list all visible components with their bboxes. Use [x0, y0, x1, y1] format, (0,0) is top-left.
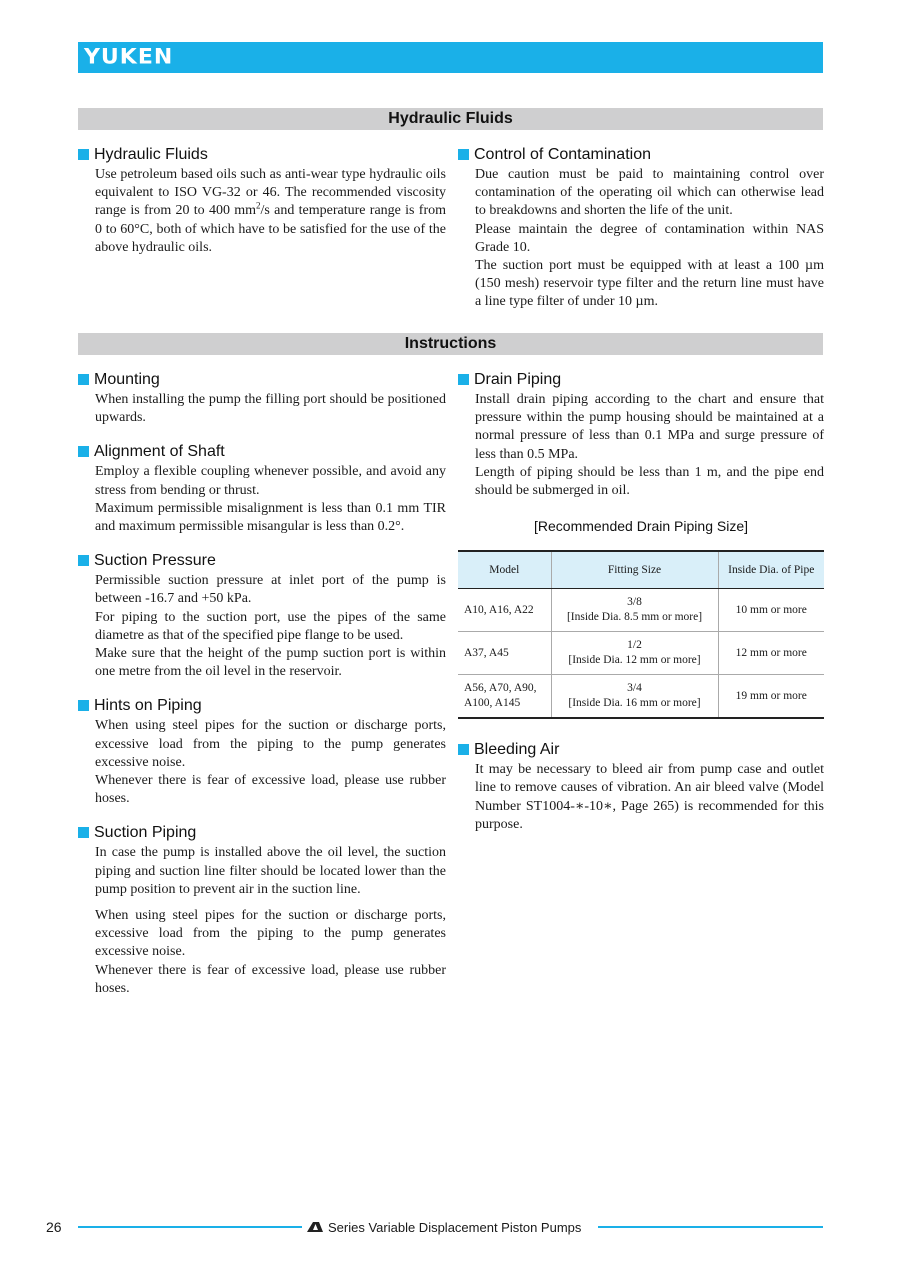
block-title: Suction Piping — [78, 824, 446, 842]
paragraph: Maximum permissible misalignment is less than 0.1 mm TIR and maximum permissible misangular is less than 0.2°. — [95, 500, 446, 535]
bullet-square-icon — [78, 555, 89, 566]
bullet-square-icon — [78, 374, 89, 385]
cell-fitting-size: 3/4 [Inside Dia. 16 mm or more] — [551, 675, 718, 719]
paragraph: In case the pump is installed above the oil level, the suction piping and suction line filter should be located lower than the pump position to prevent air in the suction line. — [95, 845, 446, 897]
block-title: Drain Piping — [458, 371, 824, 389]
paragraph: Make sure that the height of the pump suction port is within one metre from the oil level in the reservoir. — [95, 646, 446, 680]
paragraph: Due caution must be paid to maintaining control over contamination of the operating oil which can otherwise lead to breakdowns and shorten the life of the unit. — [475, 167, 824, 219]
drain-piping-block — [458, 371, 824, 719]
table-row — [458, 589, 824, 632]
bullet-square-icon — [78, 446, 89, 457]
suction-pressure-block — [78, 552, 446, 681]
bleeding-air-block — [458, 741, 824, 834]
bullet-square-icon — [458, 744, 469, 755]
footer-series-label: Series Variable Displacement Piston Pumps — [306, 1220, 581, 1235]
table-row — [458, 632, 824, 675]
table-header-row — [458, 551, 824, 589]
cell-inside-dia: 12 mm or more — [718, 632, 824, 675]
bullet-square-icon — [78, 700, 89, 711]
alignment-block — [78, 443, 446, 536]
yuken-logo: YUKEN — [84, 45, 174, 70]
column-header-fitting-size: Fitting Size — [551, 551, 718, 589]
hydraulic-fluids-block — [78, 146, 446, 273]
paragraph: Whenever there is fear of excessive load, please use rubber hoses. — [95, 962, 446, 996]
instructions-right-column — [458, 371, 824, 850]
paragraph: When using steel pipes for the suction or discharge ports, excessive load from the piping to the pump generates excessive noise. — [95, 718, 446, 770]
paragraph: Use petroleum based oils such as anti-wear type hydraulic oils equivalent to ISO VG-32 or 46. The recommended viscosity range is from 20 to 400 $mm^2/s$ and temperature range is from 0 to 60°C, both of which have to be satisfied for the use of the above hydraulic oils. — [95, 167, 447, 255]
paragraph: For piping to the suction port, use the pipes of the same diametre as that of the specified pipe flange to be used. — [95, 609, 446, 643]
block-title: Bleeding Air — [458, 741, 824, 759]
block-title: Alignment of Shaft — [78, 443, 446, 461]
table-caption: [Recommended Drain Piping Size] — [534, 518, 748, 535]
contamination-block — [458, 146, 824, 328]
cell-model: A10, A16, A22 — [458, 589, 551, 632]
footer-rule-right — [598, 1226, 823, 1228]
section-header-hydraulic-fluids: Hydraulic Fluids — [78, 108, 823, 130]
bullet-square-icon — [78, 827, 89, 838]
bullet-square-icon — [458, 149, 469, 160]
cell-model: A56, A70, A90, A100, A145 — [458, 675, 551, 719]
paragraph: Employ a flexible coupling whenever possible, and avoid any stress from bending or thrust. — [95, 464, 446, 498]
section-header-instructions: Instructions — [78, 333, 823, 355]
bullet-square-icon — [458, 374, 469, 385]
paragraph: The suction port must be equipped with at least a 100 µm (150 mesh) reservoir type filter and the return line must have a line type filter of under 10 µm. — [475, 258, 824, 310]
paragraph: It may be necessary to bleed air from pump case and outlet line to remove causes of vibration. An air bleed valve (Model Number ST1004-∗-10∗, Page 265) is recommended for this purpose. — [475, 762, 824, 832]
cell-model: A37, A45 — [458, 632, 551, 675]
block-title: Hints on Piping — [78, 697, 446, 715]
cell-fitting-size: 3/8 [Inside Dia. 8.5 mm or more] — [551, 589, 718, 632]
column-header-model: Model — [458, 551, 551, 589]
table-row — [458, 675, 824, 719]
block-title: Mounting — [78, 371, 446, 389]
paragraph: When installing the pump the filling port should be positioned upwards. — [95, 392, 446, 426]
paragraph: Install drain piping according to the chart and ensure that pressure within the pump housing should be maintained at a normal pressure of less than 0.1 MPa and surge pressure of less than 0.5 MPa. — [475, 392, 824, 462]
block-title: Hydraulic Fluids — [78, 146, 446, 164]
mounting-block — [78, 371, 446, 427]
bullet-square-icon — [78, 149, 89, 160]
column-header-inside-dia: Inside Dia. of Pipe — [718, 551, 824, 589]
cell-inside-dia: 19 mm or more — [718, 675, 824, 719]
brand-bar — [78, 42, 823, 73]
footer-rule-left — [78, 1226, 302, 1228]
paragraph: When using steel pipes for the suction or discharge ports, excessive load from the piping to the pump generates excessive noise. — [95, 908, 446, 960]
paragraph: Please maintain the degree of contamination within NAS Grade 10. — [475, 221, 824, 255]
suction-piping-block — [78, 824, 446, 998]
page-number: 26 — [46, 1219, 62, 1235]
block-title: Control of Contamination — [458, 146, 824, 164]
cell-inside-dia: 10 mm or more — [718, 589, 824, 632]
series-a-icon — [306, 1221, 324, 1233]
paragraph: Length of piping should be less than 1 m, and the pipe end should be submerged in oil. — [475, 464, 824, 499]
block-title: Suction Pressure — [78, 552, 446, 570]
paragraph: Permissible suction pressure at inlet port of the pump is between -16.7 and +50 kPa. — [95, 573, 446, 607]
instructions-left-column — [78, 371, 446, 1014]
cell-fitting-size: 1/2 [Inside Dia. 12 mm or more] — [551, 632, 718, 675]
drain-piping-table — [458, 550, 824, 719]
paragraph: Whenever there is fear of excessive load, please use rubber hoses. — [95, 773, 446, 807]
hints-block — [78, 697, 446, 808]
